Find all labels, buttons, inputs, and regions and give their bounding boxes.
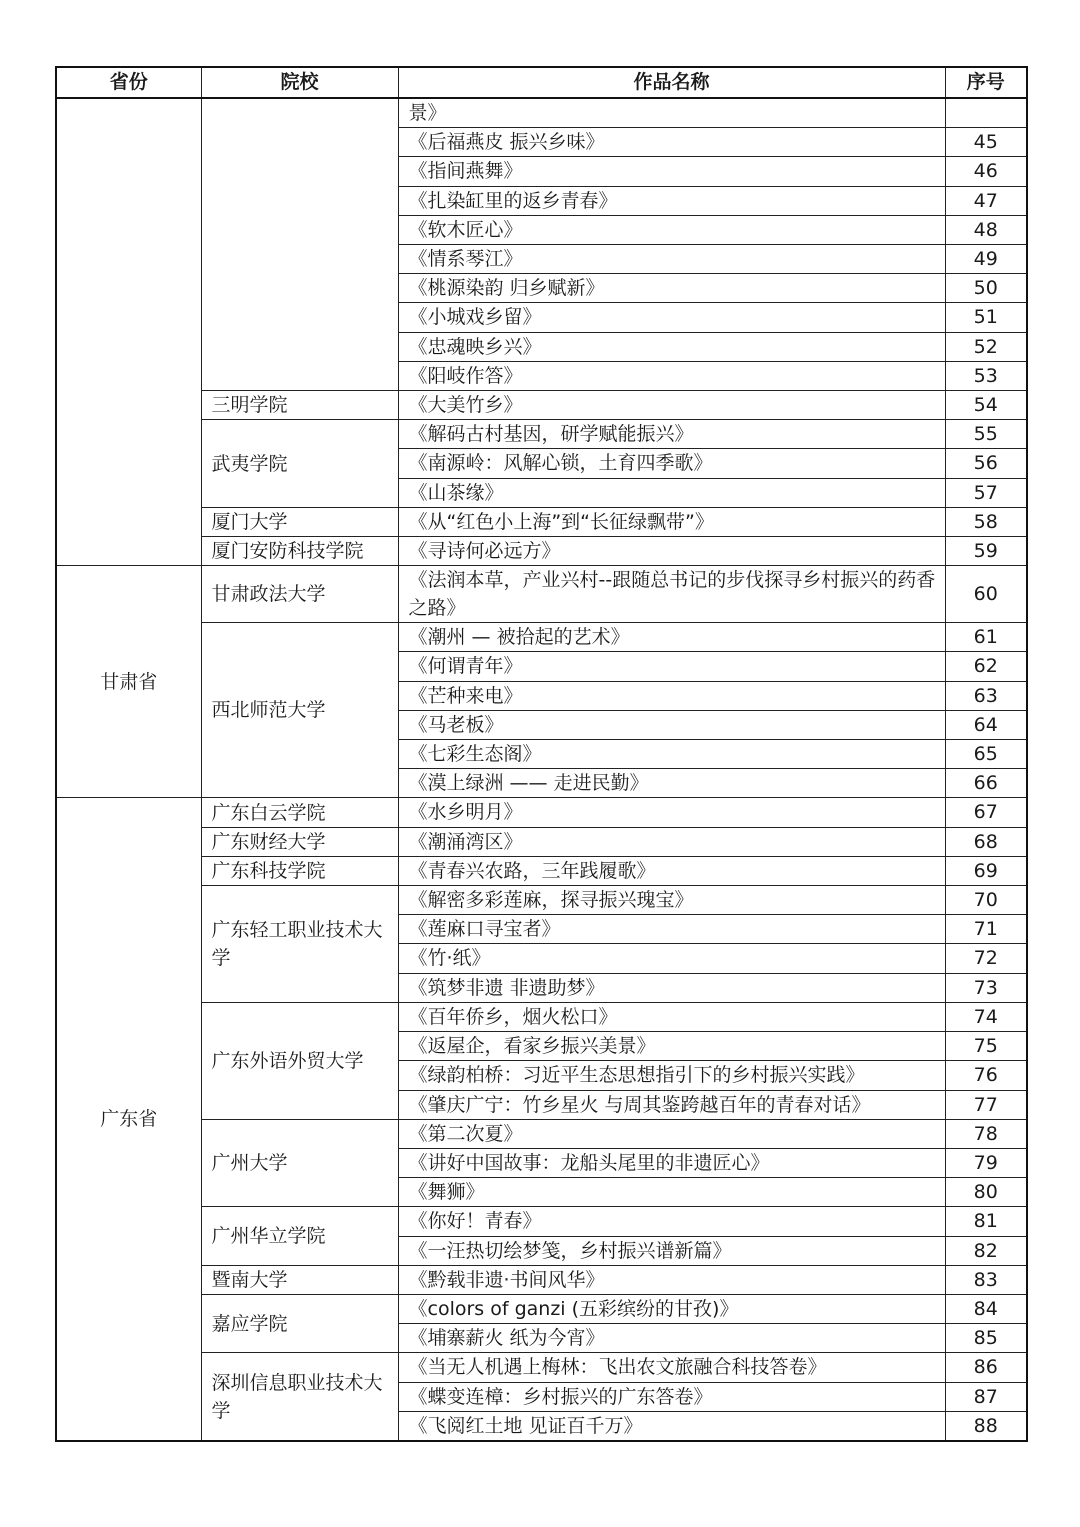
school-cell: 甘肃政法大学 xyxy=(201,566,398,623)
work-num: 75 xyxy=(945,1032,1027,1061)
work-title: 《漠上绿洲 —— 走进民勤》 xyxy=(398,769,945,798)
work-num: 79 xyxy=(945,1148,1027,1177)
work-title: 《潮州 — 被拾起的艺术》 xyxy=(398,623,945,652)
work-num: 63 xyxy=(945,681,1027,710)
work-num: 88 xyxy=(945,1411,1027,1441)
work-num: 80 xyxy=(945,1178,1027,1207)
work-num: 50 xyxy=(945,274,1027,303)
work-title: 《七彩生态阁》 xyxy=(398,740,945,769)
work-num: 66 xyxy=(945,769,1027,798)
work-num: 61 xyxy=(945,623,1027,652)
work-num: 46 xyxy=(945,157,1027,186)
school-cell: 广东科技学院 xyxy=(201,856,398,885)
work-num: 57 xyxy=(945,478,1027,507)
work-title: 《第二次夏》 xyxy=(398,1119,945,1148)
work-title: 《肇庆广宁：竹乡星火 与周其鉴跨越百年的青春对话》 xyxy=(398,1090,945,1119)
work-title: 《从“红色小上海”到“长征绿飘带”》 xyxy=(398,507,945,536)
work-title: 《解密多彩莲麻，探寻振兴瑰宝》 xyxy=(398,886,945,915)
work-title: 《飞阅红土地 见证百千万》 xyxy=(398,1411,945,1441)
table-row xyxy=(56,391,1027,420)
work-num: 64 xyxy=(945,710,1027,739)
work-title: 《百年侨乡，烟火松口》 xyxy=(398,1002,945,1031)
work-num: 68 xyxy=(945,827,1027,856)
work-title: 《山茶缘》 xyxy=(398,478,945,507)
table-row xyxy=(56,537,1027,566)
table-row xyxy=(56,1294,1027,1323)
school-cell: 武夷学院 xyxy=(201,420,398,508)
work-num: 52 xyxy=(945,332,1027,361)
header-title: 作品名称 xyxy=(398,67,945,98)
work-num: 48 xyxy=(945,215,1027,244)
work-num: 71 xyxy=(945,915,1027,944)
work-num: 87 xyxy=(945,1382,1027,1411)
work-num: 72 xyxy=(945,944,1027,973)
work-title: 《colors of ganzi (五彩缤纷的甘孜)》 xyxy=(398,1294,945,1323)
work-title: 《南源岭：风解心锁，土育四季歌》 xyxy=(398,449,945,478)
school-cell: 广东轻工职业技术大学 xyxy=(201,886,398,1003)
work-title: 《水乡明月》 xyxy=(398,798,945,827)
table-row xyxy=(56,98,1027,128)
work-num: 51 xyxy=(945,303,1027,332)
work-num: 59 xyxy=(945,537,1027,566)
table-row xyxy=(56,886,1027,915)
work-num: 47 xyxy=(945,186,1027,215)
work-title: 《何谓青年》 xyxy=(398,652,945,681)
table-row xyxy=(56,420,1027,449)
work-title: 《青春兴农路，三年践履歌》 xyxy=(398,856,945,885)
work-title: 《阳岐作答》 xyxy=(398,361,945,390)
work-title: 《舞狮》 xyxy=(398,1178,945,1207)
work-title: 《指间燕舞》 xyxy=(398,157,945,186)
school-cell: 广州大学 xyxy=(201,1119,398,1207)
work-title: 《大美竹乡》 xyxy=(398,391,945,420)
table-row xyxy=(56,856,1027,885)
province-cell: 甘肃省 xyxy=(56,566,201,798)
work-num: 86 xyxy=(945,1353,1027,1382)
header-row xyxy=(56,67,1027,98)
school-cell: 广东财经大学 xyxy=(201,827,398,856)
header-num: 序号 xyxy=(945,67,1027,98)
work-num: 85 xyxy=(945,1324,1027,1353)
work-title: 《解码古村基因，研学赋能振兴》 xyxy=(398,420,945,449)
school-cell: 厦门安防科技学院 xyxy=(201,537,398,566)
table-row xyxy=(56,1207,1027,1236)
table-row xyxy=(56,1265,1027,1294)
school-cell xyxy=(201,98,398,391)
school-cell: 广东白云学院 xyxy=(201,798,398,827)
work-title: 《芒种来电》 xyxy=(398,681,945,710)
province-cell xyxy=(56,98,201,566)
work-title: 《莲麻口寻宝者》 xyxy=(398,915,945,944)
work-title: 《软木匠心》 xyxy=(398,215,945,244)
work-num: 45 xyxy=(945,128,1027,157)
work-num: 83 xyxy=(945,1265,1027,1294)
work-num: 67 xyxy=(945,798,1027,827)
table-row xyxy=(56,623,1027,652)
work-title: 《忠魂映乡兴》 xyxy=(398,332,945,361)
table-row xyxy=(56,827,1027,856)
work-num: 65 xyxy=(945,740,1027,769)
table-row xyxy=(56,1353,1027,1382)
work-title: 《绿韵柏桥：习近平生态思想指引下的乡村振兴实践》 xyxy=(398,1061,945,1090)
work-num: 82 xyxy=(945,1236,1027,1265)
work-title: 《后福燕皮 振兴乡味》 xyxy=(398,128,945,157)
work-title: 《一汪热切绘梦笺，乡村振兴谱新篇》 xyxy=(398,1236,945,1265)
work-title: 《马老板》 xyxy=(398,710,945,739)
school-cell: 暨南大学 xyxy=(201,1265,398,1294)
header-province: 省份 xyxy=(56,67,201,98)
work-num: 62 xyxy=(945,652,1027,681)
school-cell: 嘉应学院 xyxy=(201,1294,398,1352)
work-num: 55 xyxy=(945,420,1027,449)
school-cell: 广东外语外贸大学 xyxy=(201,1002,398,1119)
work-num: 54 xyxy=(945,391,1027,420)
work-num: 78 xyxy=(945,1119,1027,1148)
work-title: 《扎染缸里的返乡青春》 xyxy=(398,186,945,215)
work-title: 《潮涌湾区》 xyxy=(398,827,945,856)
work-title: 《寻诗何必远方》 xyxy=(398,537,945,566)
work-num: 69 xyxy=(945,856,1027,885)
work-num: 84 xyxy=(945,1294,1027,1323)
work-num: 58 xyxy=(945,507,1027,536)
table-row xyxy=(56,798,1027,827)
work-title: 《返屋企，看家乡振兴美景》 xyxy=(398,1032,945,1061)
work-num: 73 xyxy=(945,973,1027,1002)
work-num: 81 xyxy=(945,1207,1027,1236)
work-title: 《蝶变连樟：乡村振兴的广东答卷》 xyxy=(398,1382,945,1411)
work-num: 77 xyxy=(945,1090,1027,1119)
work-num: 74 xyxy=(945,1002,1027,1031)
works-table xyxy=(55,66,1028,1442)
work-num xyxy=(945,98,1027,128)
work-title: 《桃源染韵 归乡赋新》 xyxy=(398,274,945,303)
school-cell: 深圳信息职业技术大学 xyxy=(201,1353,398,1441)
work-title: 《法润本草，产业兴村--跟随总书记的步伐探寻乡村振兴的药香之路》 xyxy=(398,566,945,623)
header-school: 院校 xyxy=(201,67,398,98)
work-title: 景》 xyxy=(398,98,945,128)
school-cell: 厦门大学 xyxy=(201,507,398,536)
school-cell: 三明学院 xyxy=(201,391,398,420)
work-title: 《小城戏乡留》 xyxy=(398,303,945,332)
work-title: 《筑梦非遗 非遗助梦》 xyxy=(398,973,945,1002)
province-cell: 广东省 xyxy=(56,798,201,1441)
work-title: 《你好！青春》 xyxy=(398,1207,945,1236)
work-num: 53 xyxy=(945,361,1027,390)
work-title: 《情系琴江》 xyxy=(398,245,945,274)
table-row xyxy=(56,566,1027,623)
work-num: 76 xyxy=(945,1061,1027,1090)
work-title: 《黔载非遗·书间风华》 xyxy=(398,1265,945,1294)
work-title: 《讲好中国故事：龙船头尾里的非遗匠心》 xyxy=(398,1148,945,1177)
work-num: 49 xyxy=(945,245,1027,274)
table-row xyxy=(56,1119,1027,1148)
work-num: 56 xyxy=(945,449,1027,478)
table-row xyxy=(56,1002,1027,1031)
work-title: 《当无人机遇上梅林：飞出农文旅融合科技答卷》 xyxy=(398,1353,945,1382)
table-row xyxy=(56,507,1027,536)
work-num: 60 xyxy=(945,566,1027,623)
work-title: 《竹·纸》 xyxy=(398,944,945,973)
work-title: 《埔寨薪火 纸为今宵》 xyxy=(398,1324,945,1353)
school-cell: 广州华立学院 xyxy=(201,1207,398,1265)
school-cell: 西北师范大学 xyxy=(201,623,398,798)
work-num: 70 xyxy=(945,886,1027,915)
